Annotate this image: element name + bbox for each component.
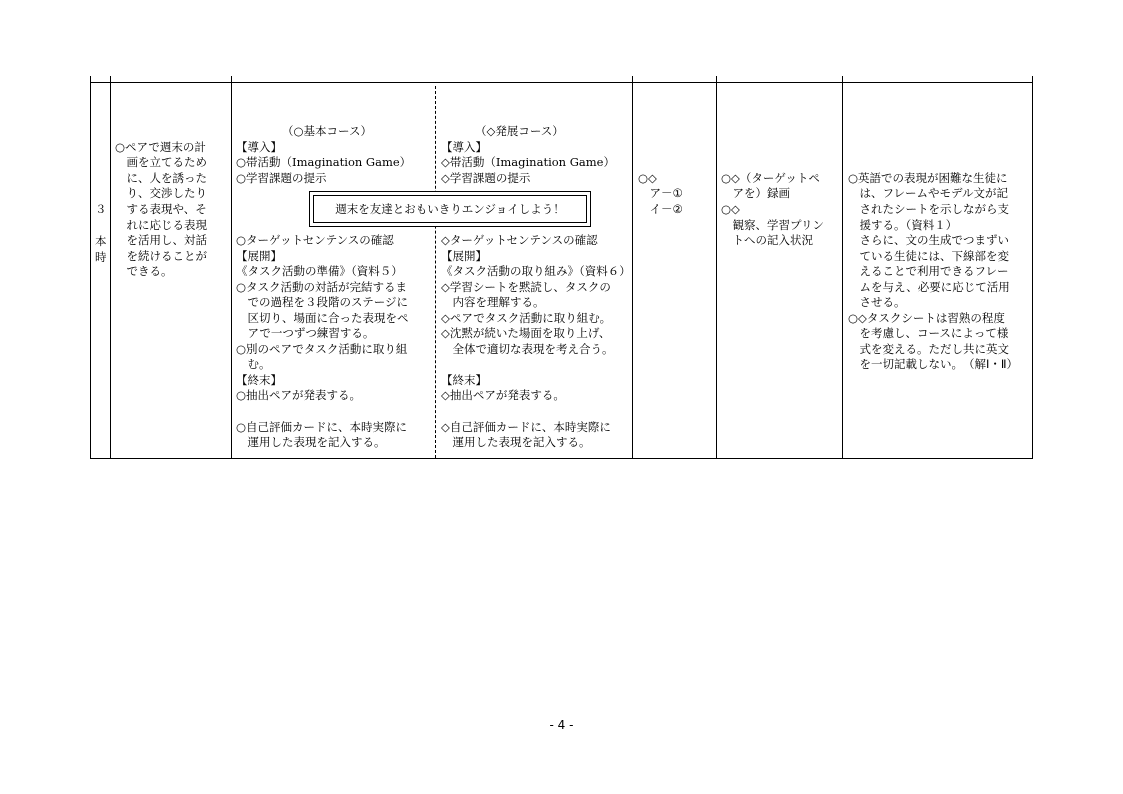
support-line: さらに、文の生成でつまずい <box>848 233 1009 247</box>
basic-main-line: ○抽出ペアが発表する。 <box>236 388 362 402</box>
advanced-intro-line: ◇帯活動（Imagination Game） <box>441 155 615 169</box>
evaluation-line: トへの記入状況 <box>721 233 813 247</box>
support-line: ムを与え、必要に応じて活用 <box>848 280 1010 294</box>
course-divider <box>435 86 436 458</box>
goal-line: れに応じる表現 <box>115 218 207 232</box>
advanced-main-line: ◇沈黙が続いた場面を取り上げ、 <box>441 326 611 340</box>
goal-line: する表現や、そ <box>115 202 207 216</box>
col-border-2 <box>231 76 232 459</box>
support-line: ている生徒には、下線部を変 <box>848 249 1009 263</box>
advanced-course-heading: （◇発展コース） <box>475 124 564 138</box>
support-line: を一切記載しない。 （解Ⅰ・Ⅱ） <box>848 357 1019 371</box>
advanced-main-line: 【展開】 <box>441 249 487 263</box>
basic-course-heading: （○基本コース） <box>282 124 372 138</box>
advanced-main-line: ◇ペアでタスク活動に取り組む。 <box>441 311 612 325</box>
evaluation-line: 観察、学習プリン <box>721 218 825 232</box>
advanced-intro-line: 【導入】 <box>441 140 487 154</box>
advanced-main-line: 運用した表現を記入する。 <box>441 435 591 449</box>
basic-main-line: ○別のペアでタスク活動に取り組 <box>236 342 408 356</box>
support-line: ○英語での表現が困難な生徒に <box>848 171 1008 185</box>
goal-line: を活用し、対話 <box>115 233 207 247</box>
basic-intro-line: ○帯活動（Imagination Game） <box>236 155 412 169</box>
advanced-main-line: 《タスク活動の取り組み》（資料６） <box>441 264 631 278</box>
basic-main-line: 【終末】 <box>236 373 282 387</box>
goal-line: を続けることが <box>115 249 207 263</box>
support-line: えることで利用できるフレー <box>848 264 1009 278</box>
advanced-intro-line: ◇学習課題の提示 <box>441 171 531 185</box>
basic-main-line: アで一つずつ練習する。 <box>236 326 375 340</box>
advanced-main-line: ◇学習シートを黙読し、タスクの <box>441 280 611 294</box>
advanced-main-line: 全体で適切な表現を考え合う。 <box>441 342 614 356</box>
viewpoint-line: ○◇ <box>638 171 657 185</box>
viewpoint-line: イ－② <box>638 202 683 216</box>
task-banner-text: 週末を友達とおもいきりエンジョイしよう！ <box>313 195 587 223</box>
basic-main-line: む。 <box>236 357 271 371</box>
col-border-3 <box>632 76 633 459</box>
support-line: 援する。（資料１） <box>848 218 958 232</box>
col-border-0 <box>90 76 91 459</box>
basic-main-line: 運用した表現を記入する。 <box>236 435 386 449</box>
basic-main-line: 区切り、場面に合った表現をペ <box>236 311 409 325</box>
basic-intro-line: 【導入】 <box>236 140 282 154</box>
evaluation-line: ○◇ <box>721 202 740 216</box>
period-note-hon: 本 <box>95 234 107 248</box>
basic-main-line: ○自己評価カードに、本時実際に <box>236 420 408 434</box>
page-number: - 4 - <box>549 718 574 732</box>
evaluation-line: ○◇（ターゲットペ <box>721 171 820 185</box>
support-line: されたシートを示しながら支 <box>848 202 1009 216</box>
advanced-main-line: 【終末】 <box>441 373 487 387</box>
basic-main-line: 【展開】 <box>236 249 282 263</box>
goal-line: に、人を誘った <box>115 171 207 185</box>
basic-intro-line: ○学習課題の提示 <box>236 171 327 185</box>
period-note-ji: 時 <box>95 250 107 264</box>
viewpoint-line: ア－① <box>638 186 683 200</box>
advanced-main-line: ◇抽出ペアが発表する。 <box>441 388 565 402</box>
support-line: を考慮し、コースによって様 <box>848 326 1009 340</box>
goal-line: できる。 <box>115 264 173 278</box>
col-border-1 <box>110 76 111 459</box>
advanced-main-line: ◇自己評価カードに、本時実際に <box>441 420 611 434</box>
basic-main-line: での過程を３段階のステージに <box>236 295 409 309</box>
goal-line: 画を立てるため <box>115 155 207 169</box>
col-border-4 <box>716 76 717 459</box>
basic-main-line: ○ターゲットセンテンスの確認 <box>236 233 394 247</box>
col-border-5 <box>842 76 843 459</box>
col-border-6 <box>1032 76 1033 459</box>
goal-line: ○ペアで週末の計 <box>115 140 206 154</box>
support-line: は、フレームやモデル文が記 <box>848 186 1008 200</box>
support-line: させる。 <box>848 295 906 309</box>
support-line: 式を変える。ただし共に英文 <box>848 342 1009 356</box>
period-number: ３ <box>95 202 107 216</box>
basic-main-line: 《タスク活動の準備》（資料５） <box>236 264 403 278</box>
support-line: ○◇タスクシートは習熟の程度 <box>848 311 1005 325</box>
advanced-main-line: 内容を理解する。 <box>441 295 545 309</box>
evaluation-line: アを）録画 <box>721 186 790 200</box>
advanced-main-line: ◇ターゲットセンテンスの確認 <box>441 233 598 247</box>
task-banner <box>309 191 591 227</box>
goal-line: り、交渉したり <box>115 186 207 200</box>
basic-main-line: ○タスク活動の対話が完結するま <box>236 280 408 294</box>
